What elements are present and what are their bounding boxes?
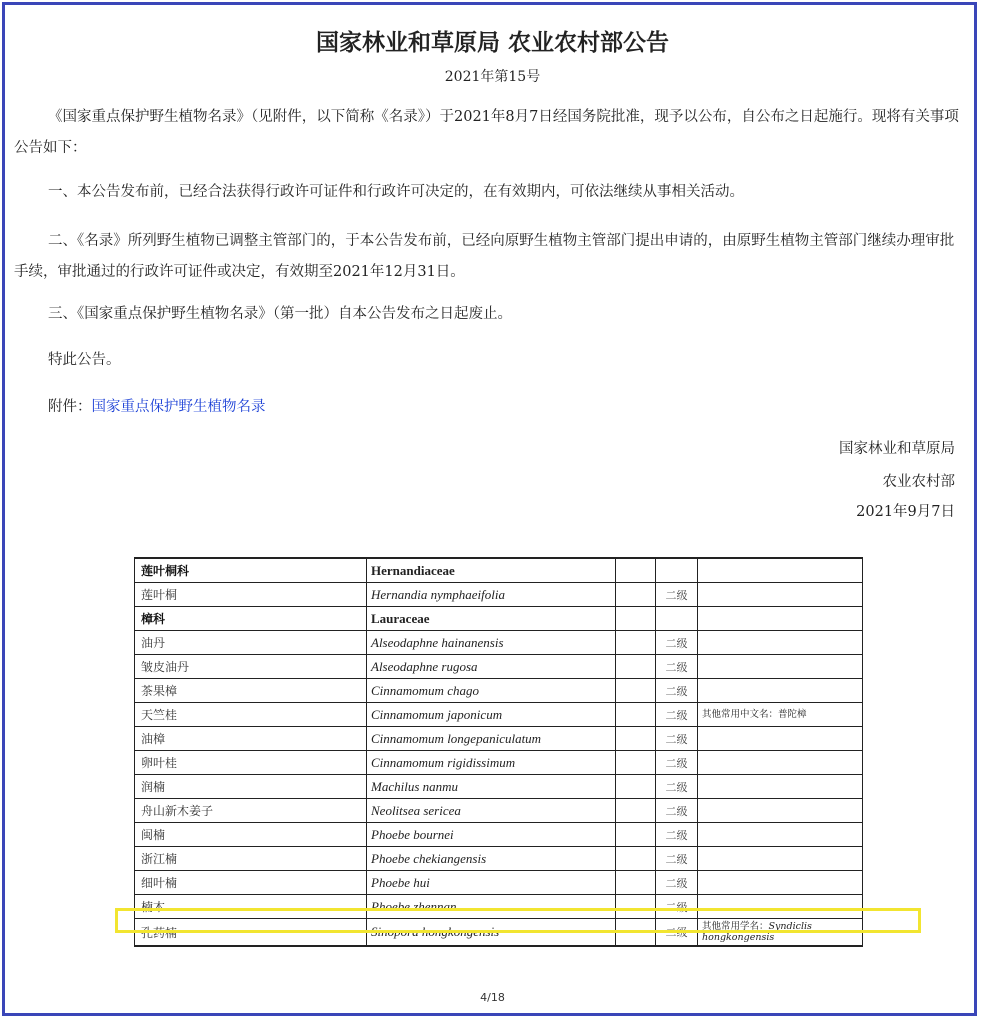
scientific-name-cell: Phoebe chekiangensis — [367, 847, 616, 871]
chinese-name-cell: 莲叶桐科 — [135, 558, 367, 583]
scientific-name-cell: Alseodaphne hainanensis — [367, 631, 616, 655]
protection-level-cell — [656, 558, 698, 583]
scientific-name-cell: Cinnamomum japonicum — [367, 703, 616, 727]
chinese-name-cell: 油樟 — [135, 727, 367, 751]
protection-level-cell: 二级 — [656, 799, 698, 823]
chinese-name-cell: 润楠 — [135, 775, 367, 799]
scientific-name-cell: Lauraceae — [367, 607, 616, 631]
note-cell — [698, 703, 863, 727]
page-title: 国家林业和草原局 农业农村部公告 — [315, 29, 669, 56]
empty-cell — [616, 655, 656, 679]
table-row — [135, 679, 863, 703]
signature-org-1: 国家林业和草原局 — [839, 441, 955, 457]
scientific-name-cell: Phoebe zhennan — [367, 895, 616, 919]
empty-cell — [616, 558, 656, 583]
protection-level-cell: 二级 — [656, 823, 698, 847]
item-3-paragraph: 三、《国家重点保护野生植物名录》（第一批）自本公告发布之日起废止。 — [48, 306, 512, 322]
scientific-name-cell: Cinnamomum rigidissimum — [367, 751, 616, 775]
chinese-name-cell: 舟山新木姜子 — [135, 799, 367, 823]
table-row — [135, 799, 863, 823]
note-cell — [698, 607, 863, 631]
chinese-name-cell: 茶果樟 — [135, 679, 367, 703]
chinese-name-cell: 孔药楠 — [135, 919, 367, 947]
protection-level-cell: 二级 — [656, 703, 698, 727]
table-row — [135, 871, 863, 895]
note-cell — [698, 655, 863, 679]
empty-cell — [616, 751, 656, 775]
item-1-paragraph: 一、本公告发布前，已经合法获得行政许可证件和行政许可决定的，在有效期内，可依法继续从事相关活动。 — [48, 184, 744, 200]
empty-cell — [616, 583, 656, 607]
chinese-name-cell: 细叶楠 — [135, 871, 367, 895]
protection-level-cell — [656, 607, 698, 631]
note-cell — [698, 583, 863, 607]
scientific-name-cell: Cinnamomum chago — [367, 679, 616, 703]
protection-level-cell: 二级 — [656, 751, 698, 775]
scientific-name-cell: Hernandia nymphaeifolia — [367, 583, 616, 607]
note-cell — [698, 727, 863, 751]
protection-level-cell: 二级 — [656, 727, 698, 751]
chinese-name-cell: 楠木 — [135, 895, 367, 919]
scientific-name-cell: Sinopora hongkongensis — [367, 919, 616, 947]
protection-level-cell: 二级 — [656, 679, 698, 703]
protection-level-cell: 二级 — [656, 775, 698, 799]
table-row — [135, 775, 863, 799]
plant-list-table — [134, 557, 863, 947]
attachment-label: 附件： — [48, 399, 92, 415]
empty-cell — [616, 799, 656, 823]
note-text: 其他常用中文名：普陀樟 — [702, 709, 807, 720]
empty-cell — [616, 823, 656, 847]
note-cell — [698, 847, 863, 871]
document-number: 2021年第15号 — [444, 69, 541, 85]
chinese-name-cell: 油丹 — [135, 631, 367, 655]
chinese-name-cell: 卵叶桂 — [135, 751, 367, 775]
attachment-line — [14, 392, 964, 423]
table-row — [135, 655, 863, 679]
table-row — [135, 727, 863, 751]
note-cell — [698, 751, 863, 775]
scientific-name-cell: Phoebe bournei — [367, 823, 616, 847]
note-scientific-name: Syndiclis hongkongensis — [702, 921, 812, 943]
protection-level-cell: 二级 — [656, 655, 698, 679]
note-cell — [698, 799, 863, 823]
table-row — [135, 847, 863, 871]
empty-cell — [616, 679, 656, 703]
empty-cell — [616, 607, 656, 631]
scientific-name-cell: Alseodaphne rugosa — [367, 655, 616, 679]
row-highlight — [115, 908, 921, 933]
scientific-name-cell: Cinnamomum longepaniculatum — [367, 727, 616, 751]
empty-cell — [616, 847, 656, 871]
table-row — [135, 751, 863, 775]
table-row — [135, 823, 863, 847]
protection-level-cell: 二级 — [656, 847, 698, 871]
chinese-name-cell: 莲叶桐 — [135, 583, 367, 607]
scientific-name-cell: Machilus nanmu — [367, 775, 616, 799]
chinese-name-cell: 樟科 — [135, 607, 367, 631]
signature-date: 2021年9月7日 — [856, 504, 955, 520]
note-cell — [698, 558, 863, 583]
empty-cell — [616, 871, 656, 895]
table-row — [135, 631, 863, 655]
item-2-paragraph: 二、《名录》所列野生植物已调整主管部门的，于本公告发布前，已经向原野生植物主管部门提出申请的，由原野生植物主管部门继续办理审批手续，审批通过的行政许可证件或决定，有效期至2021年12月31日。 — [14, 233, 955, 280]
protection-level-cell: 二级 — [656, 583, 698, 607]
note-cell — [698, 823, 863, 847]
table-row — [135, 558, 863, 583]
scientific-name-cell: Neolitsea sericea — [367, 799, 616, 823]
chinese-name-cell: 闽楠 — [135, 823, 367, 847]
chinese-name-cell: 皱皮油丹 — [135, 655, 367, 679]
protection-level-cell: 二级 — [656, 919, 698, 947]
empty-cell — [616, 631, 656, 655]
table-row — [135, 607, 863, 631]
page-indicator: 4/18 — [480, 991, 505, 1004]
table-row — [135, 583, 863, 607]
empty-cell — [616, 727, 656, 751]
table-row — [135, 703, 863, 727]
signature-org-2: 农业农村部 — [882, 474, 955, 490]
note-cell — [698, 631, 863, 655]
scientific-name-cell: Phoebe hui — [367, 871, 616, 895]
note-text: 其他常用学名： — [702, 921, 769, 932]
chinese-name-cell: 天竺桂 — [135, 703, 367, 727]
intro-paragraph: 《国家重点保护野生植物名录》（见附件，以下简称《名录》）于2021年8月7日经国务院批准，现予以公布，自公布之日起施行。现将有关事项公告如下： — [14, 109, 959, 156]
protection-level-cell: 二级 — [656, 895, 698, 919]
scientific-name-cell: Hernandiaceae — [367, 558, 616, 583]
note-cell — [698, 871, 863, 895]
protection-level-cell: 二级 — [656, 871, 698, 895]
attachment-link[interactable]: 国家重点保护野生植物名录 — [91, 399, 266, 415]
note-cell — [698, 679, 863, 703]
chinese-name-cell: 浙江楠 — [135, 847, 367, 871]
empty-cell — [616, 703, 656, 727]
closing-text: 特此公告。 — [48, 352, 121, 368]
empty-cell — [616, 775, 656, 799]
note-cell — [698, 775, 863, 799]
protection-level-cell: 二级 — [656, 631, 698, 655]
